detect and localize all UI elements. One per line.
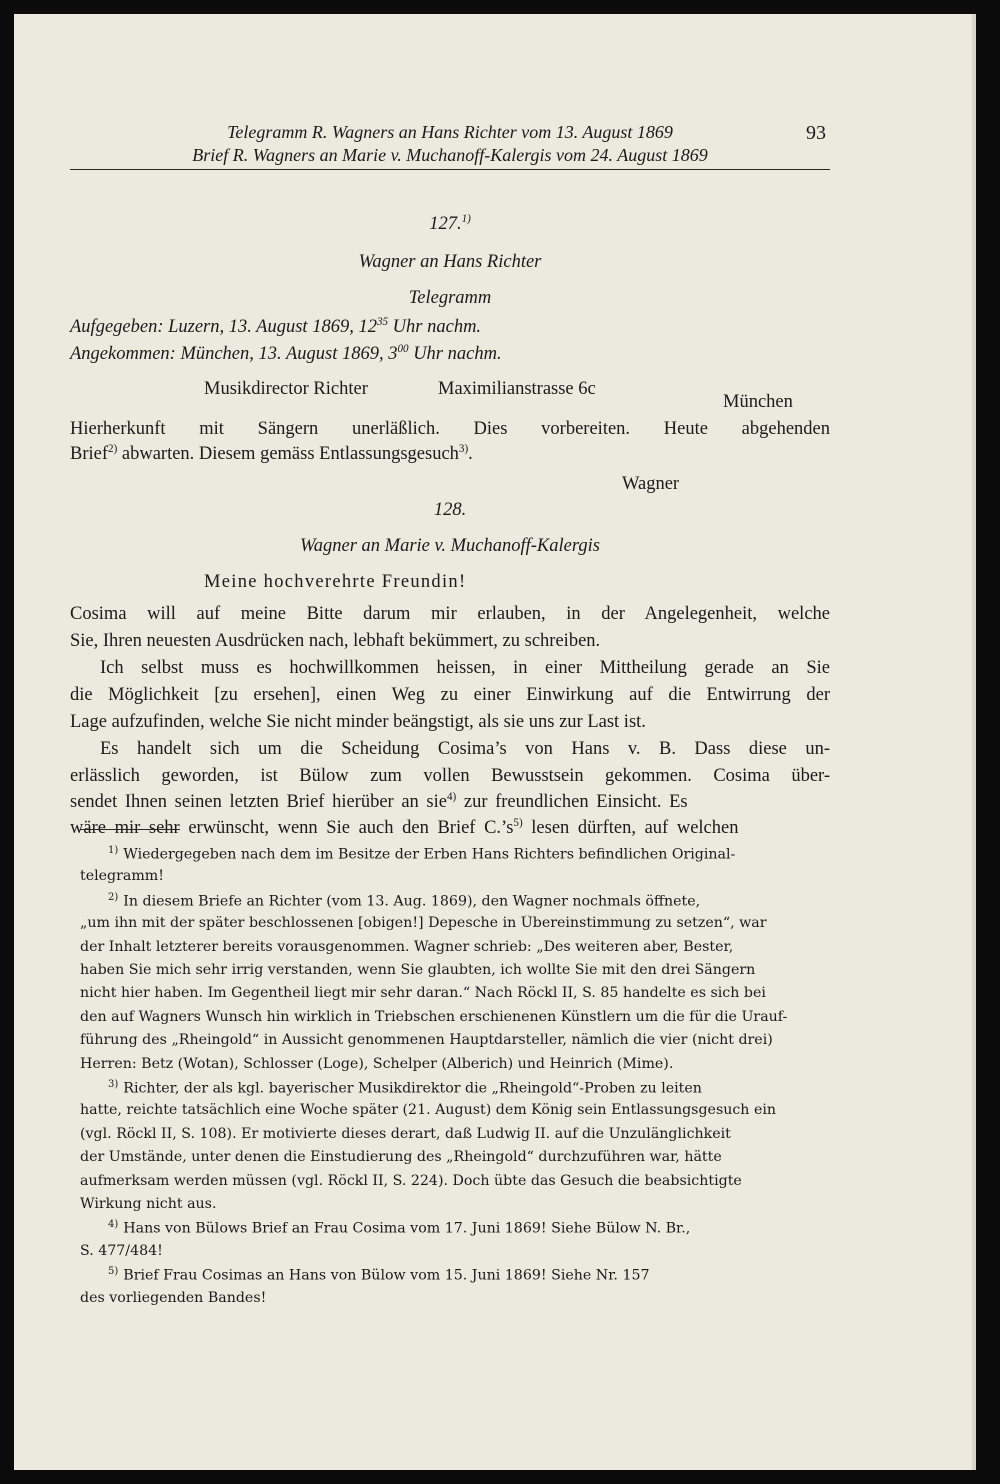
letter-128-line-4: [70, 685, 830, 706]
received-text: Angekommen: München, 13. August 1869, 3: [70, 344, 398, 364]
body-text: erlässlich geworden, ist Bülow zum vollen Bewusstsein gekommen. Cosima über-: [70, 766, 830, 786]
footnote-ref: 1): [461, 212, 471, 225]
footnote-text: der Umstände, unter denen die Einstudierung des „Rheingold“ durchzuführen war, hätte: [80, 1149, 722, 1165]
footnote-text: telegramm!: [80, 868, 164, 884]
body-text: sendet Ihnen seinen letzten Brief hierüber an sie: [70, 792, 447, 812]
footnote-text: (vgl. Röckl II, S. 108). Er motivierte dieses derart, daß Ludwig II. auf die Unzulänglichkeit: [80, 1126, 731, 1142]
letter-128-heading: Wagner an Marie v. Muchanoff-Kalergis: [300, 536, 600, 556]
sent-time-minutes: 35: [376, 315, 389, 328]
body-text: Sie, Ihren neuesten Ausdrücken nach, lebhaft bekümmert, zu schreiben.: [70, 631, 601, 651]
letter-127-number: [70, 214, 830, 235]
footnote-2-line-8: [80, 1056, 830, 1072]
received-time-minutes: 00: [397, 342, 409, 355]
footnote-1-line-2: [80, 868, 830, 884]
address-street: Maximilianstrasse 6c: [438, 379, 596, 399]
letter-number-text: 127.: [429, 214, 462, 234]
footnote-text: hatte, reichte tatsächlich eine Woche später (21. August) dem König sein Entlassungsgesuch ein: [80, 1102, 777, 1118]
letter-128-line-1: [70, 604, 830, 625]
footnote-2-line-4: [80, 962, 830, 978]
letter-128-line-8: [70, 792, 830, 813]
body-text: .: [468, 444, 473, 464]
footnote-text: „um ihn mit der später beschlossenen [obigen!] Depesche in Übereinstimmung zu setzen“, war: [80, 915, 767, 931]
footnote-text: Wiedergegeben nach dem im Besitze der Erben Hans Richters befindlichen Original-: [123, 846, 736, 863]
letter-128-number: 128.: [433, 500, 467, 520]
footnote-2-line-2: [80, 915, 830, 931]
letter-128-line-2: [70, 631, 830, 652]
footnote-3-line-6: [80, 1196, 830, 1212]
telegram-body-line-1: Hierherkunft mit Sängern unerläßlich. Dies vorbereiten. Heute abgehenden: [70, 419, 830, 439]
footnote-ref: 5): [513, 816, 523, 829]
salutation: Meine hochverehrte Freundin!: [204, 572, 467, 592]
sent-tail: Uhr nachm.: [388, 317, 482, 337]
footnote-text: S. 477/484!: [80, 1243, 163, 1259]
body-text: zur freundlichen Einsicht. Es: [456, 792, 688, 812]
footnote-1-line-1: [108, 845, 830, 863]
footnote-text: Hans von Bülows Brief an Frau Cosima vom 17. Juni 1869! Siehe Bülow N. Br.,: [123, 1220, 691, 1237]
sent-line: [70, 317, 481, 338]
footnote-text: nicht hier haben. Im Gegentheil liegt mir sehr daran.“ Nach Röckl II, S. 85 handelte es sich bei: [80, 985, 766, 1001]
address-name: Musikdirector Richter: [204, 379, 368, 399]
footnote-5-line-1: [108, 1266, 830, 1284]
received-line: [70, 344, 502, 365]
footnote-mark: 2): [108, 892, 119, 903]
running-head-line-2: Brief R. Wagners an Marie v. Muchanoff-Kalergis vom 24. August 1869: [192, 145, 708, 165]
footnote-2-line-5: [80, 985, 830, 1001]
footnote-2-line-6: [80, 1009, 830, 1025]
footnote-2-line-7: [80, 1032, 830, 1048]
footnote-2-line-3: [80, 939, 830, 955]
body-text: wäre mir sehr erwünscht, wenn Sie auch den Brief C.’s: [70, 818, 514, 838]
footnote-text: Wirkung nicht aus.: [80, 1196, 217, 1212]
letter-128-line-6: [100, 739, 830, 760]
footnote-3-line-5: [80, 1173, 830, 1189]
footnote-3-line-1: [108, 1079, 830, 1097]
telegram-signature: Wagner: [622, 474, 680, 494]
telegram-body-line-2: [70, 444, 473, 465]
footnote-text: des vorliegenden Bandes!: [80, 1290, 267, 1306]
footnote-3-line-3: [80, 1126, 830, 1142]
footnote-text: den auf Wagners Wunsch hin wirklich in Triebschen erschienenen Künstlern um die für die Urauf-: [80, 1009, 788, 1025]
letter-128-line-7: [70, 766, 830, 787]
footnote-rule: [80, 829, 180, 830]
body-text: Ich selbst muss es hochwillkommen heissen, in einer Mittheilung gerade an Sie: [100, 658, 830, 678]
footnote-ref: 3): [458, 442, 469, 455]
body-text: lesen dürften, auf welchen: [522, 818, 739, 838]
footnote-text: führung des „Rheingold“ in Aussicht genommenen Hauptdarsteller, nämlich die vier (nicht drei): [80, 1032, 773, 1048]
footnote-text: haben Sie mich sehr irrig verstanden, wenn Sie glaubten, ich wollte Sie mit den drei Sängern: [80, 962, 756, 978]
received-tail: Uhr nachm.: [408, 344, 502, 364]
footnote-ref: 4): [446, 790, 457, 803]
letter-127-subheading: Telegramm: [408, 288, 492, 308]
footnote-text: In diesem Briefe an Richter (vom 13. Aug. 1869), den Wagner nochmals öffnete,: [123, 893, 701, 910]
footnote-text: der Inhalt letzterer bereits vorausgenommen. Wagner schrieb: „Des weiteren aber, Bester,: [80, 939, 734, 955]
running-head-line-1: Telegramm R. Wagners an Hans Richter vom 13. August 1869: [227, 122, 673, 142]
body-text: Cosima will auf meine Bitte darum mir erlauben, in der Angelegenheit, welche: [70, 604, 830, 624]
footnote-mark: 3): [108, 1079, 119, 1090]
page-number: 93: [806, 122, 826, 144]
running-head: [70, 121, 830, 170]
footnote-text: Richter, der als kgl. bayerischer Musikdirektor die „Rheingold“-Proben zu leiten: [123, 1080, 702, 1097]
body-text: die Möglichkeit [zu ersehen], einen Weg zu einer Einwirkung auf die Entwirrung der: [70, 685, 830, 705]
body-text: abwarten. Diesem gemäss Entlassungsgesuch: [117, 444, 459, 464]
footnote-3-line-4: [80, 1149, 830, 1165]
footnote-4-line-2: [80, 1243, 830, 1259]
footnote-text: Herren: Betz (Wotan), Schlosser (Loge), Schelper (Alberich) und Heinrich (Mime).: [80, 1056, 674, 1072]
address-city: München: [723, 392, 793, 412]
footnote-ref: 2): [108, 442, 118, 455]
letter-127-heading: Wagner an Hans Richter: [358, 252, 542, 272]
footnote-2-line-1: [108, 892, 830, 910]
footnote-5-line-2: [80, 1290, 830, 1306]
sent-text: Aufgegeben: Luzern, 13. August 1869, 12: [70, 317, 377, 337]
body-text: Es handelt sich um die Scheidung Cosima’s von Hans v. B. Dass diese un-: [100, 739, 830, 759]
footnote-4-line-1: [108, 1219, 830, 1237]
letter-128-line-9: [70, 818, 830, 839]
body-text: Lage aufzufinden, welche Sie nicht minder beängstigt, als sie uns zur Last ist.: [70, 712, 646, 732]
footnote-mark: 1): [108, 845, 119, 856]
footnote-mark: 5): [108, 1266, 119, 1277]
footnote-text: aufmerksam werden müssen (vgl. Röckl II, S. 224). Doch übte das Gesuch die beabsichtigte: [80, 1173, 742, 1189]
letter-128-line-3: [100, 658, 830, 679]
footnote-3-line-2: [80, 1102, 830, 1118]
footnote-text: Brief Frau Cosimas an Hans von Bülow vom 15. Juni 1869! Siehe Nr. 157: [123, 1267, 650, 1284]
book-page: [14, 14, 976, 1470]
body-text: Brief: [70, 444, 109, 464]
letter-128-line-5: [70, 712, 830, 733]
footnote-mark: 4): [108, 1219, 119, 1230]
